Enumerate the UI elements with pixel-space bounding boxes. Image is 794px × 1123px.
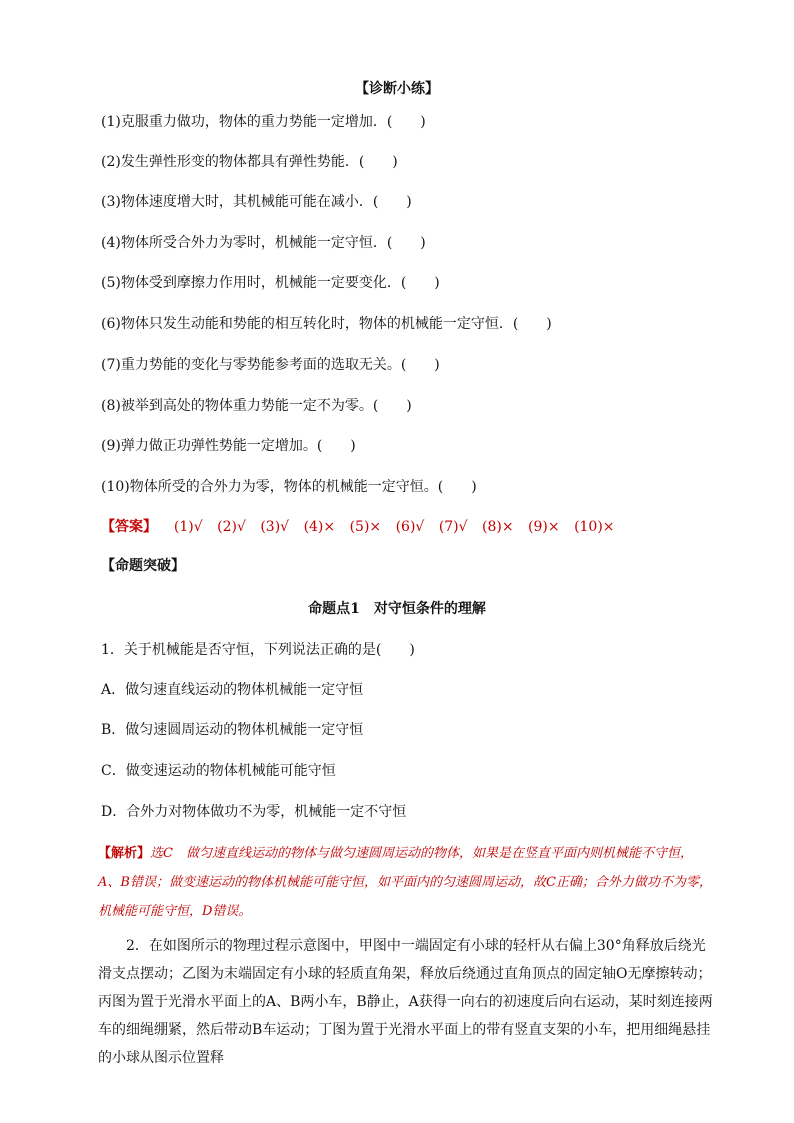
answer-item: (9)× <box>528 519 560 535</box>
analysis-block <box>98 839 713 926</box>
diagnosis-item-9: (9)弹力做正功弹性势能一定增加。( ) <box>101 438 356 454</box>
answer-item: (3)√ <box>260 519 290 535</box>
diagnosis-item-7: (7)重力势能的变化与零势能参考面的选取无关。( ) <box>101 357 440 373</box>
answer-row <box>101 517 625 537</box>
answer-item: (8)× <box>482 519 514 535</box>
question-1-stem: 1．关于机械能是否守恒，下列说法正确的是( ) <box>101 642 415 658</box>
answer-item: (5)× <box>349 519 382 535</box>
diagnosis-item-10: (10)物体所受的合外力为零，物体的机械能一定守恒。( ) <box>101 479 477 495</box>
question-1-option-d: D．合外力对物体做功不为零，机械能一定不守恒 <box>101 804 407 820</box>
analysis-text: 选C 做匀速直线运动的物体与做匀速圆周运动的物体，如果是在竖直平面内则机械能不守恒，A、B错误；做变速运动的物体机械能可能守恒，如平面内的匀速圆周运动，故C正确；合外力做功不为零，机械能可能守恒，D错误。 <box>98 846 712 919</box>
section-heading: 【命题突破】 <box>101 558 185 574</box>
topic-title: 命题点1 对守恒条件的理解 <box>308 601 486 617</box>
answer-item: (10)× <box>574 519 615 535</box>
diagnosis-item-4: (4)物体所受合外力为零时，机械能一定守恒．( ) <box>101 235 426 251</box>
diagnosis-item-5: (5)物体受到摩擦力作用时，机械能一定要变化．( ) <box>101 275 440 291</box>
answer-item: (4)× <box>303 519 336 535</box>
answer-label: 【答案】 <box>101 519 157 535</box>
diagnosis-item-2: (2)发生弹性形变的物体都具有弹性势能．( ) <box>101 154 398 170</box>
question-2-text: 2．在如图所示的物理过程示意图中，甲图中一端固定有小球的轻杆从右偏上30°角释放后绕光滑支点摆动；乙图为末端固定有小球的轻质直角架，释放后绕通过直角顶点的固定轴O无摩擦转动；丙图为置于光滑水平面上的A、B两小车，B静止，A获得一向右的初速度后向右运动，某时刻连接两车的细绳绷紧，然后带动B车运动；丁图为置于光滑水平面上的带有竖直支架的小车，把用细绳悬挂的小球从图示位置释 <box>98 938 713 1066</box>
question-1-option-a: A．做匀速直线运动的物体机械能一定守恒 <box>101 682 364 698</box>
diagnosis-item-1: (1)克服重力做功，物体的重力势能一定增加．( ) <box>101 114 426 130</box>
diagnosis-item-8: (8)被举到高处的物体重力势能一定不为零。( ) <box>101 398 412 414</box>
diagnosis-item-3: (3)物体速度增大时，其机械能可能在减小．( ) <box>101 194 412 210</box>
answer-item: (1)√ <box>173 519 203 535</box>
analysis-label: 【解析】 <box>98 846 151 861</box>
answer-item: (7)√ <box>438 519 468 535</box>
diagnosis-item-6: (6)物体只发生动能和势能的相互转化时，物体的机械能一定守恒．( ) <box>101 316 552 332</box>
question-1-option-b: B．做匀速圆周运动的物体机械能一定守恒 <box>101 722 364 738</box>
question-1-option-c: C．做变速运动的物体机械能可能守恒 <box>101 763 336 779</box>
answer-item: (6)√ <box>395 519 425 535</box>
diagnosis-heading: 【诊断小练】 <box>355 81 439 97</box>
answer-item: (2)√ <box>217 519 246 535</box>
